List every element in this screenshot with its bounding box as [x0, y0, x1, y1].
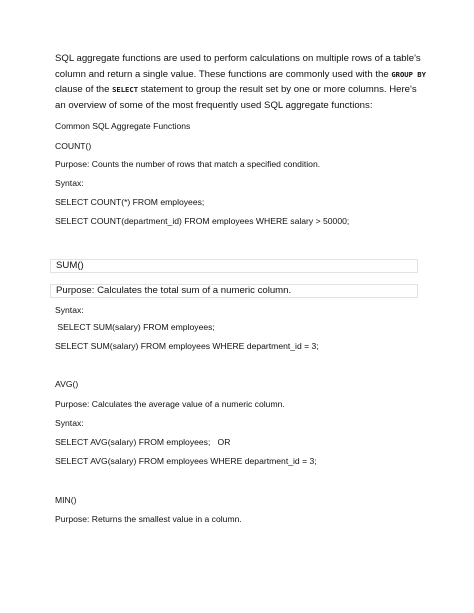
avg-example-1: SELECT AVG(salary) FROM employees; OR	[55, 437, 231, 447]
sum-purpose: Purpose: Calculates the total sum of a numeric column.	[50, 284, 418, 298]
min-purpose: Purpose: Returns the smallest value in a column.	[55, 514, 242, 524]
avg-purpose: Purpose: Calculates the average value of a numeric column.	[55, 399, 285, 409]
intro-text-2: clause of the	[55, 84, 110, 96]
count-purpose: Purpose: Counts the number of rows that match a specified condition.	[55, 159, 321, 169]
count-title: COUNT()	[55, 141, 92, 151]
avg-syntax-label: Syntax:	[55, 418, 84, 428]
section-heading: Common SQL Aggregate Functions	[55, 121, 191, 131]
sum-syntax-label: Syntax:	[55, 305, 84, 315]
sum-example-1: SELECT SUM(salary) FROM employees;	[55, 322, 215, 332]
intro-text-3: statement to group the result set by one or more columns. Here's an overview of some of the most frequently used SQL aggregate functions:	[55, 84, 417, 111]
min-title: MIN()	[55, 495, 77, 505]
sum-example-2: SELECT SUM(salary) FROM employees WHERE department_id = 3;	[55, 341, 319, 351]
inline-code-group-by: GROUP BY	[391, 69, 426, 79]
count-example-1: SELECT COUNT(*) FROM employees;	[55, 197, 205, 207]
intro-text-1: SQL aggregate functions are used to perform calculations on multiple rows of a table's column and return a single value. These functions are commonly used with the	[55, 53, 421, 80]
avg-example-2: SELECT AVG(salary) FROM employees WHERE department_id = 3;	[55, 456, 317, 466]
sum-title: SUM()	[50, 259, 418, 273]
count-example-2: SELECT COUNT(department_id) FROM employees WHERE salary > 50000;	[55, 216, 350, 226]
count-syntax-label: Syntax:	[55, 178, 84, 188]
intro-paragraph	[55, 51, 427, 113]
inline-code-select: SELECT	[112, 85, 139, 95]
avg-title: AVG()	[55, 379, 79, 389]
